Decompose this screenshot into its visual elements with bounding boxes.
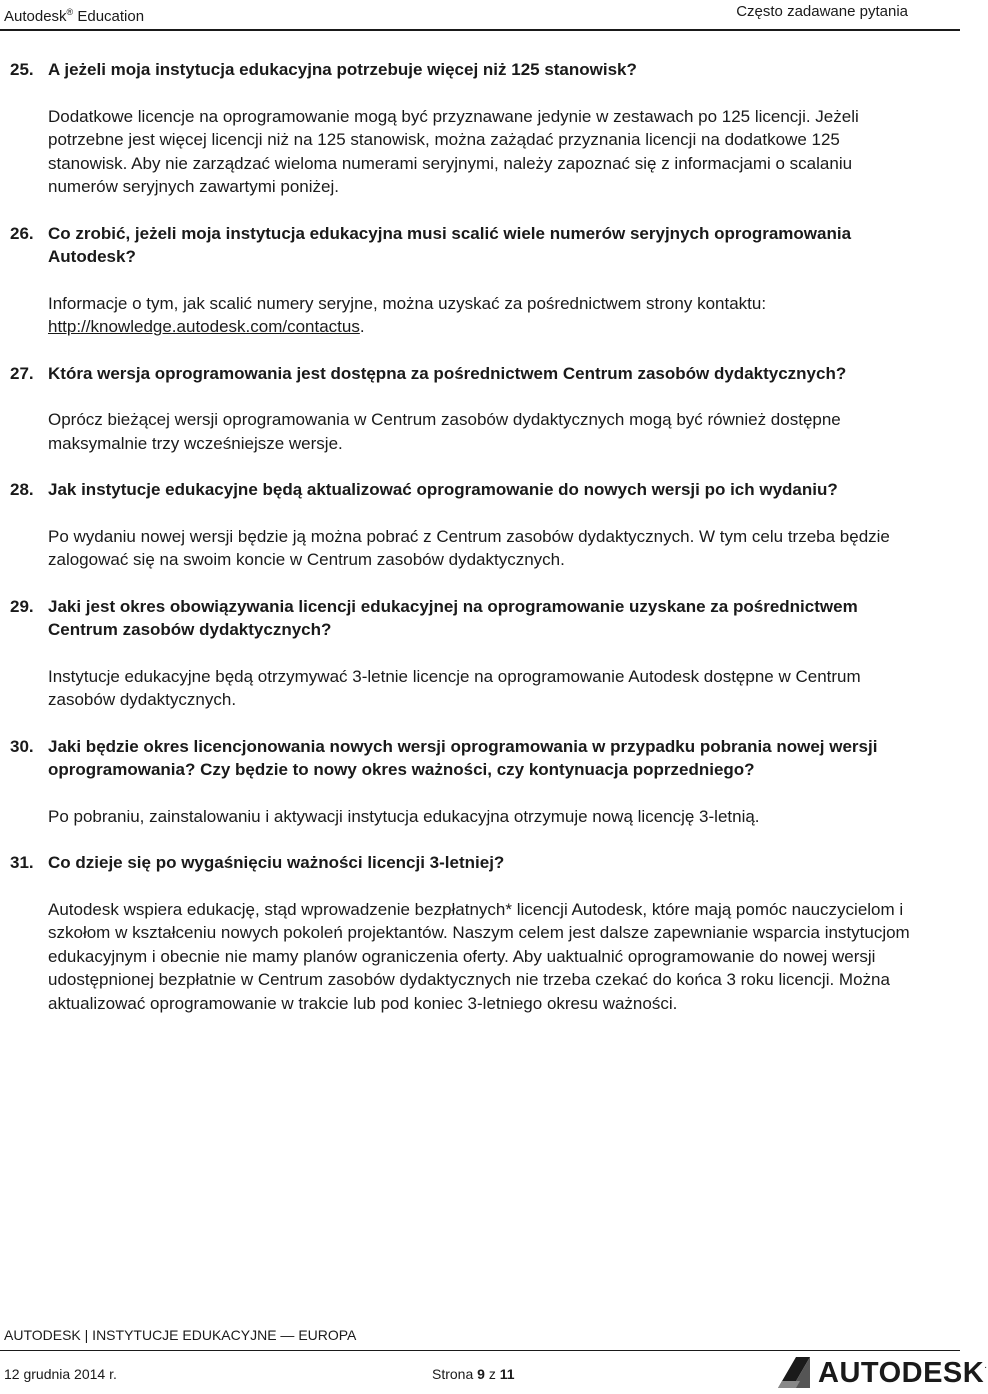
question-number: 28. bbox=[10, 480, 34, 499]
question-text: Jaki będzie okres licencjonowania nowych wersji oprogramowania w przypadku pobrania nowej wersji oprogramowania? Czy będzie to nowy okres ważności, czy kontynuacja poprzedniego? bbox=[48, 736, 878, 779]
registered-mark: ® bbox=[66, 7, 74, 17]
page-total: 11 bbox=[499, 1366, 515, 1382]
question-text: Jak instytucje edukacyjne będą aktualizować oprogramowanie do nowych wersji po ich wydaniu? bbox=[48, 480, 838, 499]
page-label: Strona bbox=[432, 1366, 474, 1382]
autodesk-logo-word bbox=[818, 1357, 988, 1390]
page-of: z bbox=[488, 1366, 496, 1382]
question-number: 30. bbox=[10, 736, 34, 756]
header-divider bbox=[0, 29, 960, 31]
question-text: Co dzieje się po wygaśnięciu ważności licencji 3-letniej? bbox=[48, 853, 505, 872]
page-current: 9 bbox=[477, 1366, 485, 1382]
logo-text: AUTODESK bbox=[818, 1357, 985, 1389]
faq-question-27 bbox=[10, 362, 910, 386]
faq-answer-31: Autodesk wspiera edukację, stąd wprowadzenie bezpłatnych* licencji Autodesk, które mają pomóc nauczycielom i szkołom w kształceniu nowych pokoleń projektantów. Naszym celem jest dalsze zapewnianie wsparcia instytucjom edukacyjnym i obecnie nie mamy planów ograniczenia oferty. Aby uaktualnić oprogramowanie do nowej wersji udostępnionej bezpłatnie w Centrum zasobów dydaktycznych nie trzeba czekać do końca 3 roku licencji. Można aktualizować oprogramowanie w trakcie lub pod koniec 3-letniego okresu ważności. bbox=[48, 899, 910, 1013]
question-number: 31. bbox=[10, 853, 34, 872]
logo-mark: . bbox=[984, 1360, 988, 1371]
faq-question-29 bbox=[10, 595, 910, 642]
question-text: Co zrobić, jeżeli moja instytucja edukacyjna musi scalić wiele numerów seryjnych oprogramowania Autodesk? bbox=[48, 223, 852, 266]
faq-question-25 bbox=[10, 58, 910, 82]
faq-question-26 bbox=[10, 222, 910, 269]
header-brand-name: Autodesk bbox=[4, 8, 67, 25]
answer-text: Informacje o tym, jak scalić numery seryjne, można uzyskać za pośrednictwem strony kontaktu: bbox=[48, 293, 767, 313]
autodesk-logo-icon bbox=[776, 1355, 812, 1389]
header-brand bbox=[4, 0, 144, 29]
faq-answer-26 bbox=[10, 292, 910, 339]
faq-question-30 bbox=[10, 735, 910, 782]
faq-question-28 bbox=[10, 478, 910, 502]
answer-period: . bbox=[359, 317, 365, 336]
footer-organization: AUTODESK | INSTYTUCJE EDUKACYJNE — EUROPA bbox=[4, 1327, 357, 1343]
footer-date: 12 grudnia 2014 r. bbox=[4, 1366, 117, 1382]
faq-answer-29: Instytucje edukacyjne będą otrzymywać 3-letnie licencje na oprogramowanie Autodesk dostępne w Centrum zasobów dydaktycznych. bbox=[48, 666, 861, 709]
header-section-title: Często zadawane pytania bbox=[736, 3, 908, 20]
page-number bbox=[432, 1366, 515, 1382]
question-number: 27. bbox=[10, 363, 34, 383]
header-product: Education bbox=[77, 8, 145, 25]
question-text: Jaki jest okres obowiązywania licencji edukacyjnej na oprogramowanie uzyskane za pośrednictwem Centrum zasobów dydaktycznych? bbox=[48, 596, 858, 639]
question-number: 25. bbox=[10, 60, 34, 79]
faq-question-31 bbox=[10, 851, 910, 875]
question-text: A jeżeli moja instytucja edukacyjna potrzebuje więcej niż 125 stanowisk? bbox=[48, 60, 637, 79]
footer-divider bbox=[0, 1350, 960, 1351]
faq-answer-30: Po pobraniu, zainstalowaniu i aktywacji instytucja edukacyjna otrzymuje nową licencję 3-letnią. bbox=[48, 806, 760, 826]
faq-list bbox=[10, 58, 910, 1015]
autodesk-logo bbox=[776, 1355, 988, 1389]
question-number: 26. bbox=[10, 223, 34, 243]
contact-link[interactable]: http://knowledge.autodesk.com/contactus bbox=[48, 317, 360, 336]
question-number: 29. bbox=[10, 596, 34, 616]
faq-answer-27: Oprócz bieżącej wersji oprogramowania w Centrum zasobów dydaktycznych mogą być również dostępne maksymalnie trzy wcześniejsze wersje. bbox=[48, 410, 841, 453]
page-header bbox=[0, 0, 960, 24]
faq-answer-28: Po wydaniu nowej wersji będzie ją można pobrać z Centrum zasobów dydaktycznych. W tym celu trzeba będzie zalogować się na swoim koncie w Centrum zasobów dydaktycznych. bbox=[48, 526, 890, 569]
faq-answer-25: Dodatkowe licencje na oprogramowanie mogą być przyznawane jedynie w zestawach po 125 licencji. Jeżeli potrzebne jest więcej licencji niż na 125 stanowisk, można zażądać przyznania licencji na dodatkowe 125 stanowisk. Aby nie zarządzać wieloma numerami seryjnymi, należy zapoznać się z informacjami o scalaniu numerów seryjnych zawartymi poniżej. bbox=[48, 106, 859, 196]
question-text: Która wersja oprogramowania jest dostępna za pośrednictwem Centrum zasobów dydaktycznych? bbox=[48, 363, 847, 383]
